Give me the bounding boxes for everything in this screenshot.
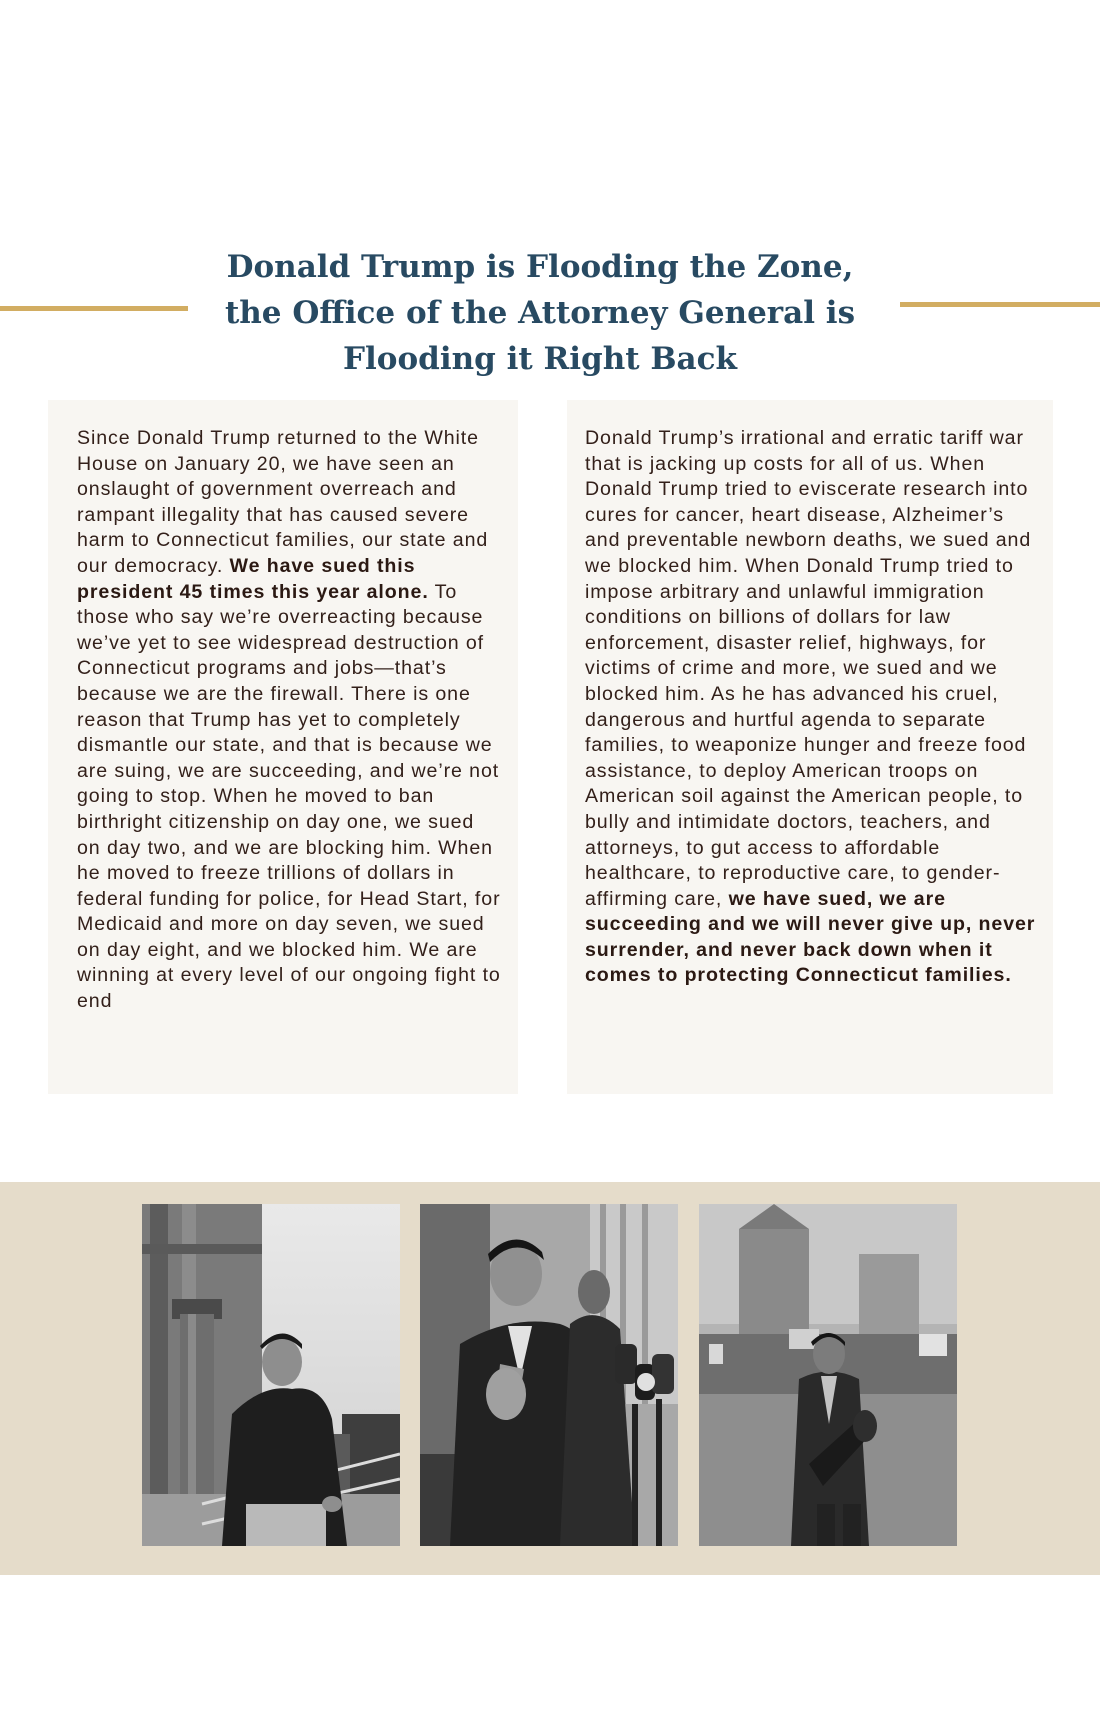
left-bold-text: We have sued this president 45 times this year alone. [77, 554, 429, 603]
page-title [200, 244, 880, 382]
photo-rally-megaphone [699, 1204, 957, 1546]
heading-rule-left [0, 306, 188, 311]
title-line-1: Donald Trump is Flooding the Zone, [226, 249, 854, 285]
heading-section [0, 240, 1100, 390]
left-text-panel [48, 400, 518, 1094]
right-bold-text: we have sued, we are succeeding and we will never give up, never surrender, and never back down when it comes to protecting Connecticut families. [585, 887, 1036, 987]
photo-press-conference [420, 1204, 678, 1546]
right-paragraph [585, 426, 1037, 989]
photo-gallery [0, 1182, 1100, 1575]
right-text-panel [567, 400, 1053, 1094]
left-text-1: Since Donald Trump returned to the White House on January 20, we have seen an onslaught of government overreach and rampant illegality that has caused severe harm to Connecticut families, our state and our democracy. [77, 427, 489, 577]
title-line-3: Flooding it Right Back [343, 341, 737, 377]
rally-megaphone-image [699, 1204, 957, 1546]
right-text-1: Donald Trump’s irrational and erratic tariff war that is jacking up costs for all of us. When Donald Trump tried to eviscerate research into cures for cancer, heart disease, Alzheimer’s and preventable newborn deaths, we sued and we blocked him. When Donald Trump tried to impose arbitrary and unlawful immigration conditions on billions of dollars for law enforcement, disaster relief, highways, for victims of crime and more, we sued and we blocked him. As he has advanced his cruel, dangerous and hurtful agenda to separate families, to weaponize hunger and freeze food assistance, to deploy American troops on American soil against the American people, to bully and intimidate doctors, teachers, and attorneys, to gut access to affordable healthcare, to reproductive care, to gender-affirming care, [585, 427, 1032, 910]
left-text-2: To those who say we’re overreacting because we’ve yet to see widespread destruction of Connecticut programs and jobs—that’s because we are the firewall. There is one reason that Trump has yet to completely dismantle our state, and that is because we are suing, we are succeeding, and we’re not going to stop. When he moved to ban birthright citizenship on day one, we sued on day two, and we are blocking him. When he moved to freeze trillions of dollars in federal funding for police, for Head Start, for Medicaid and more on day seven, we sued on day eight, and we blocked him. We are winning at every level of our ongoing fight to end [77, 580, 501, 1013]
heading-rule-right [900, 302, 1100, 307]
courthouse-steps-image [142, 1204, 400, 1546]
title-line-2: the Office of the Attorney General is [224, 295, 856, 331]
photo-courthouse-steps [142, 1204, 400, 1546]
left-paragraph [77, 426, 502, 1015]
press-conference-image [420, 1204, 678, 1546]
